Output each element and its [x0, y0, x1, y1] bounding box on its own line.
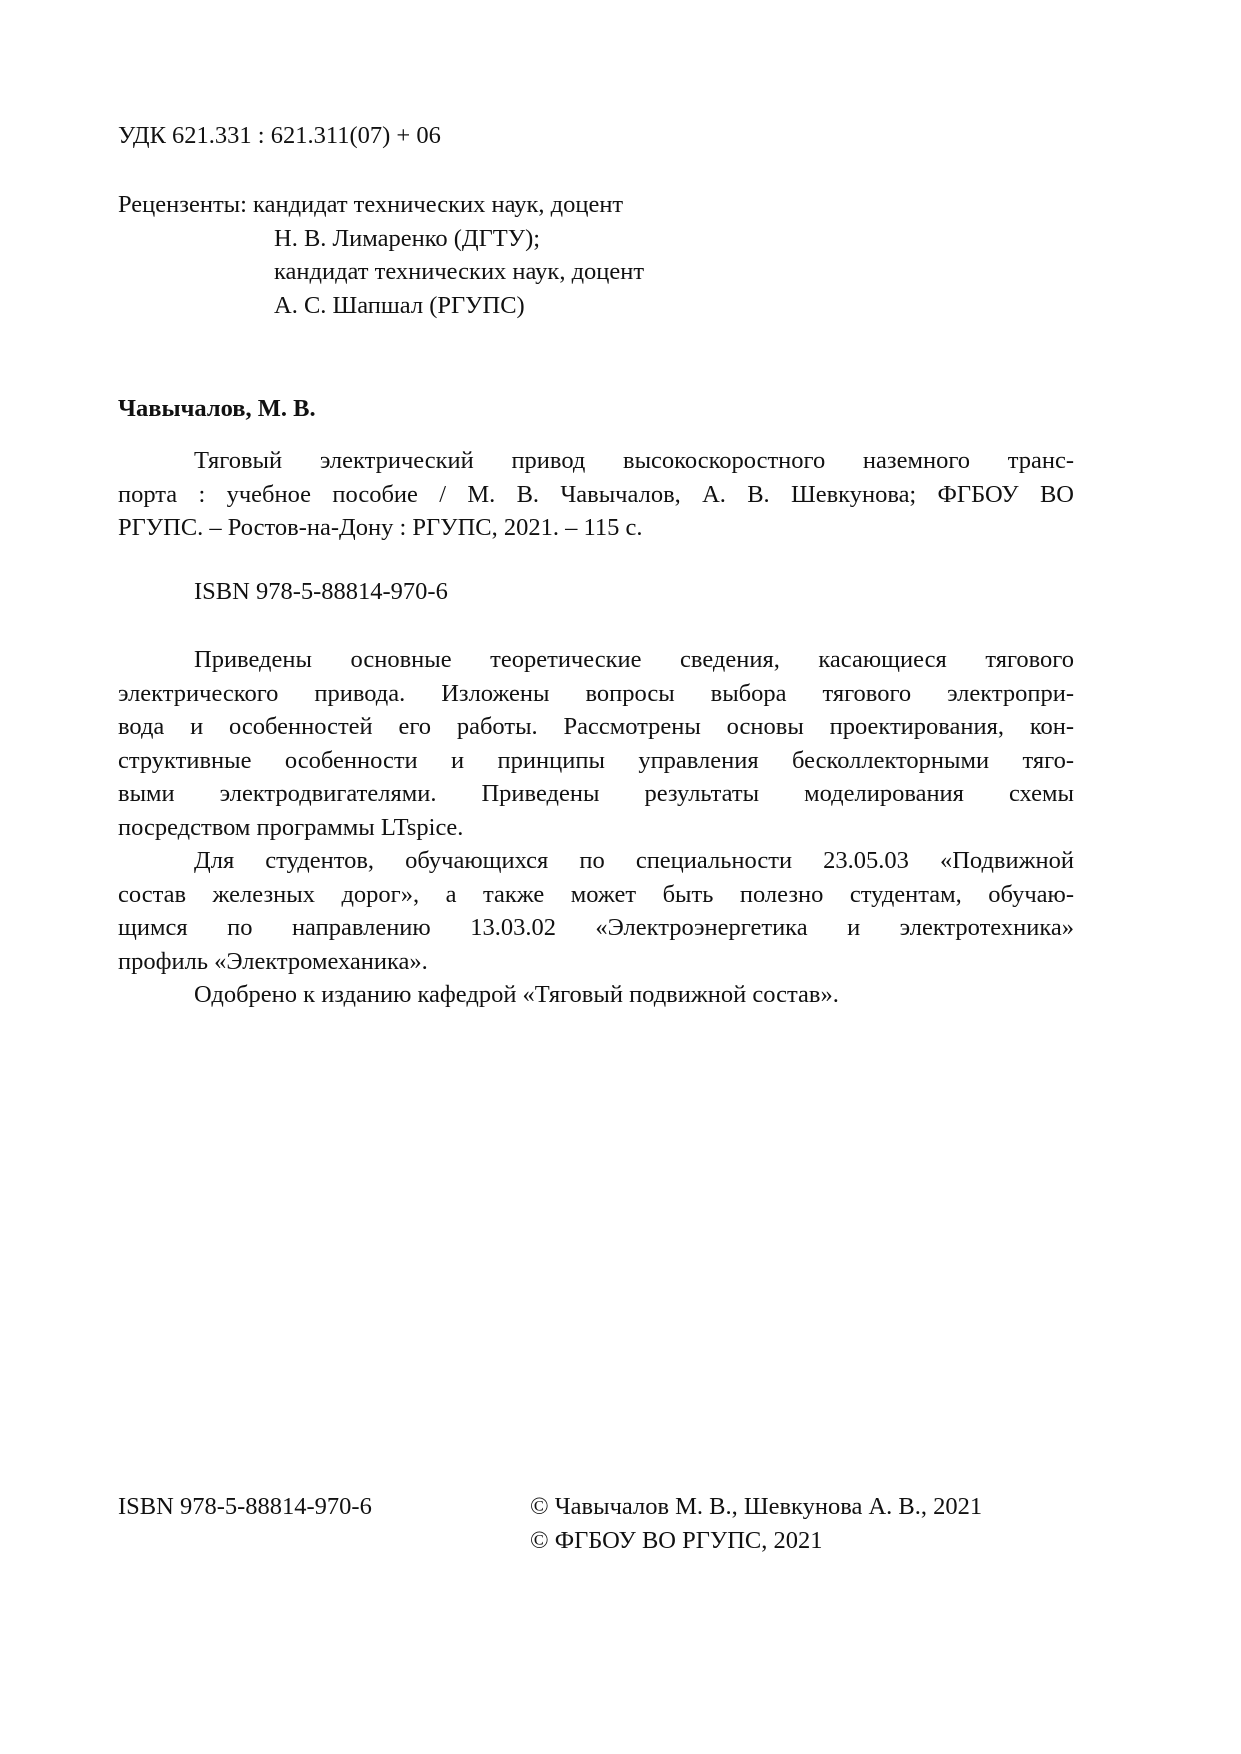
reviewer-line [118, 188, 644, 222]
author-heading [118, 392, 316, 426]
copyright-authors: © Чавычалов М. В., Шевкунова А. В., 2021 [530, 1493, 983, 1520]
approval-note: Одобрено к изданию кафедрой «Тяговый подвижной состав». [194, 981, 839, 1008]
abstract-line: выми электродвигателями. Приведены результаты моделирования схемы [118, 780, 1074, 807]
audience-line: профиль «Электромеханика». [118, 947, 428, 975]
reviewer-2-title: кандидат технических наук, доцент [274, 258, 645, 285]
isbn-record [118, 575, 448, 609]
abstract-line: структивные особенности и принципы управления бесколлекторными тяго- [118, 746, 1074, 774]
reviewer-1-name: Н. В. Лимаренко (ДГТУ); [274, 224, 541, 252]
audience-line: щимся по направлению 13.03.02 «Электроэнергетика и электротехника» [118, 914, 1074, 941]
reviewer-1-title: кандидат технических наук, доцент [253, 191, 624, 218]
footer-isbn [118, 1490, 372, 1524]
abstract-line: посредством программы LTspice. [118, 813, 464, 841]
bib-line: РГУПС. – Ростов-на-Дону : РГУПС, 2021. – 115 с. [118, 514, 643, 541]
copyright-block [530, 1490, 982, 1557]
reviewers-label: Рецензенты: [118, 191, 247, 218]
abstract [118, 643, 1074, 1012]
bib-line: Тяговый электрический привод высокоскоростного наземного транс- [194, 447, 1074, 474]
abstract-line: Приведены основные теоретические сведения, касающиеся тягового [194, 646, 1074, 673]
udk-text: УДК 621.331 : 621.311(07) + 06 [118, 122, 441, 149]
udk-code [118, 119, 441, 153]
reviewer-2-name: А. С. Шапшал (РГУПС) [274, 291, 525, 319]
bib-line: порта : учебное пособие / М. В. Чавычалов, А. В. Шевкунова; ФГБОУ ВО [118, 480, 1074, 508]
bibliographic-record [118, 444, 1074, 545]
isbn-text: ISBN 978-5-88814-970-6 [194, 578, 448, 605]
audience-line: Для студентов, обучающихся по специальности 23.05.03 «Подвижной [194, 847, 1074, 874]
author-name: Чавычалов, М. В. [118, 395, 316, 422]
abstract-line: электрического привода. Изложены вопросы выбора тягового электропри- [118, 679, 1074, 707]
abstract-line: вода и особенностей его работы. Рассмотрены основы проектирования, кон- [118, 713, 1074, 740]
copyright-publisher: © ФГБОУ ВО РГУПС, 2021 [530, 1526, 823, 1554]
audience-line: состав железных дорог», а также может быть полезно студентам, обучаю- [118, 880, 1074, 908]
footer-isbn-text: ISBN 978-5-88814-970-6 [118, 1493, 372, 1520]
reviewers-block [118, 188, 644, 322]
